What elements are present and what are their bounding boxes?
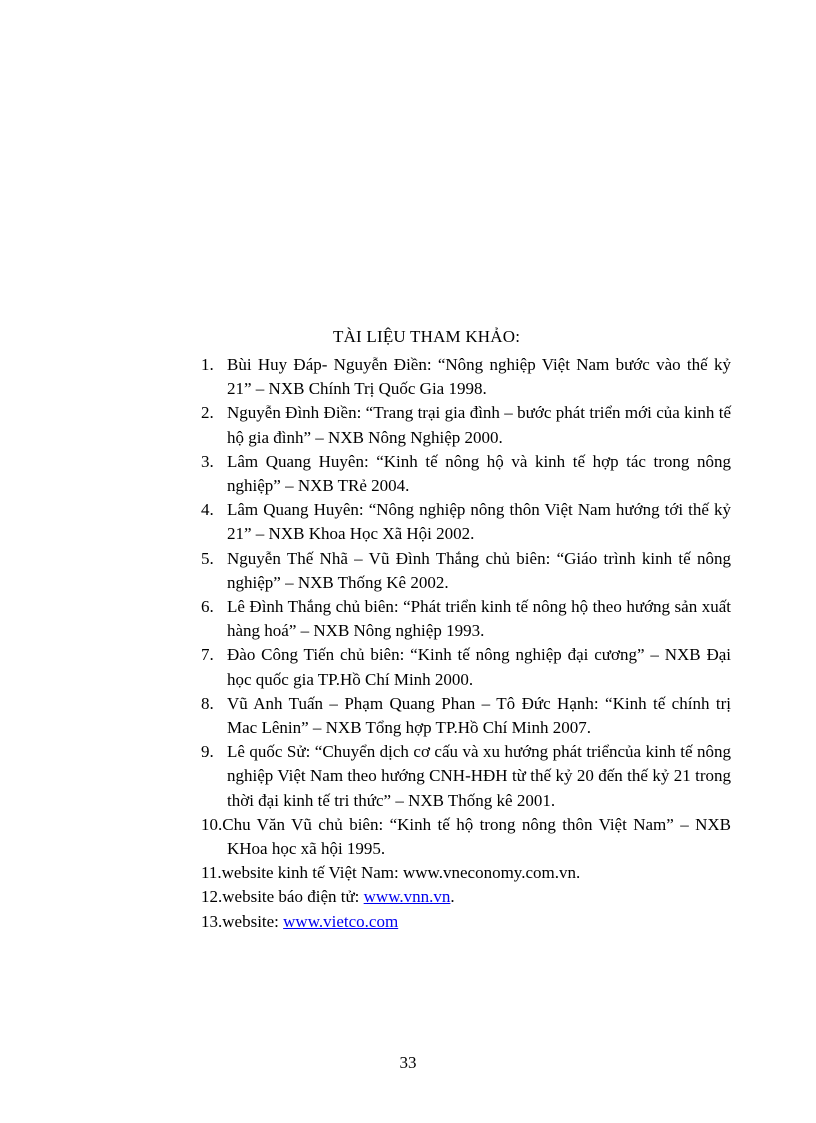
- reference-number: 4.: [201, 500, 214, 520]
- reference-text: website:: [222, 911, 284, 931]
- vietco-link[interactable]: www.vietco.com: [283, 911, 399, 931]
- reference-item: [201, 547, 731, 595]
- reference-number: 1.: [201, 355, 214, 374]
- references-heading: TÀI LIỆU THAM KHẢO:: [333, 327, 521, 346]
- reference-number: 9.: [201, 742, 214, 762]
- reference-text: Lê quốc Sử: “Chuyển dịch cơ cấu và xu hướng phát triểncủa kinh tế nông nghiệp Việt Nam theo hướng CNH-HĐH từ thế kỷ 20 đến thế kỷ 21 trong thời đại kinh tế tri thức” – NXB Thống kê 2001.: [227, 742, 731, 810]
- reference-suffix: .: [450, 887, 455, 907]
- reference-item: [201, 450, 731, 498]
- reference-text: Chu Văn Vũ chủ biên: “Kinh tế hộ trong nông thôn Việt Nam” – NXB KHoa học xã hội 1995.: [222, 814, 731, 859]
- page-number: 33: [399, 1053, 417, 1072]
- reference-number: 8.: [201, 693, 214, 713]
- reference-text: Nguyễn Thế Nhã – Vũ Đình Thắng chủ biên: “Giáo trình kinh tế nông nghiệp” – NXB Thống Kê 2002.: [227, 548, 731, 592]
- reference-number: 5.: [201, 548, 214, 568]
- reference-number: 13.: [201, 911, 223, 931]
- reference-number: 7.: [201, 645, 214, 665]
- reference-list: [201, 353, 731, 934]
- reference-text: Vũ Anh Tuấn – Phạm Quang Phan – Tô Đức Hạnh: “Kinh tế chính trị Mac Lênin” – NXB Tổng hợp TP.Hồ Chí Minh 2007.: [227, 693, 731, 738]
- reference-number: 12.: [201, 887, 223, 907]
- reference-item: [201, 498, 731, 546]
- reference-text: Lâm Quang Huyên: “Nông nghiệp nông thôn Việt Nam hướng tới thế kỷ 21” – NXB Khoa Học Xã Hội 2002.: [227, 500, 731, 544]
- reference-item: [201, 353, 731, 401]
- reference-number: 11.: [201, 863, 222, 883]
- reference-item: [201, 595, 731, 643]
- reference-item: [201, 813, 731, 861]
- reference-number: 10.: [201, 814, 223, 834]
- reference-item: [201, 885, 731, 909]
- reference-item: [201, 740, 731, 813]
- reference-item: [201, 910, 731, 934]
- reference-text: Đào Công Tiến chủ biên: “Kinh tế nông nghiệp đại cương” – NXB Đại học quốc gia TP.Hồ Chí Minh 2000.: [227, 645, 731, 689]
- reference-number: 6.: [201, 597, 214, 617]
- reference-item: [201, 643, 731, 691]
- vnn-link[interactable]: www.vnn.vn: [363, 887, 451, 907]
- reference-item: [201, 861, 731, 885]
- reference-item: [201, 401, 731, 449]
- reference-text: Lê Đình Thắng chủ biên: “Phát triển kinh tế nông hộ theo hướng sản xuất hàng hoá” – NXB Nông nghiệp 1993.: [227, 597, 731, 641]
- reference-text: website báo điện tử:: [222, 887, 364, 907]
- reference-text: website kinh tế Việt Nam: www.vneconomy.com.vn.: [221, 863, 581, 883]
- reference-number: 2.: [201, 403, 214, 423]
- reference-number: 3.: [201, 451, 214, 471]
- reference-text: Nguyễn Đình Điền: “Trang trại gia đình – bước phát triển mới của kinh tế hộ gia đình” – NXB Nông Nghiệp 2000.: [227, 403, 731, 447]
- reference-item: [201, 692, 731, 740]
- reference-text: Lâm Quang Huyên: “Kinh tế nông hộ và kinh tế hợp tác trong nông nghiệp” – NXB TRẻ 2004.: [227, 451, 731, 496]
- reference-text: Bùi Huy Đáp- Nguyễn Điền: “Nông nghiệp Việt Nam bước vào thế kỷ 21” – NXB Chính Trị Quốc Gia 1998.: [227, 355, 731, 399]
